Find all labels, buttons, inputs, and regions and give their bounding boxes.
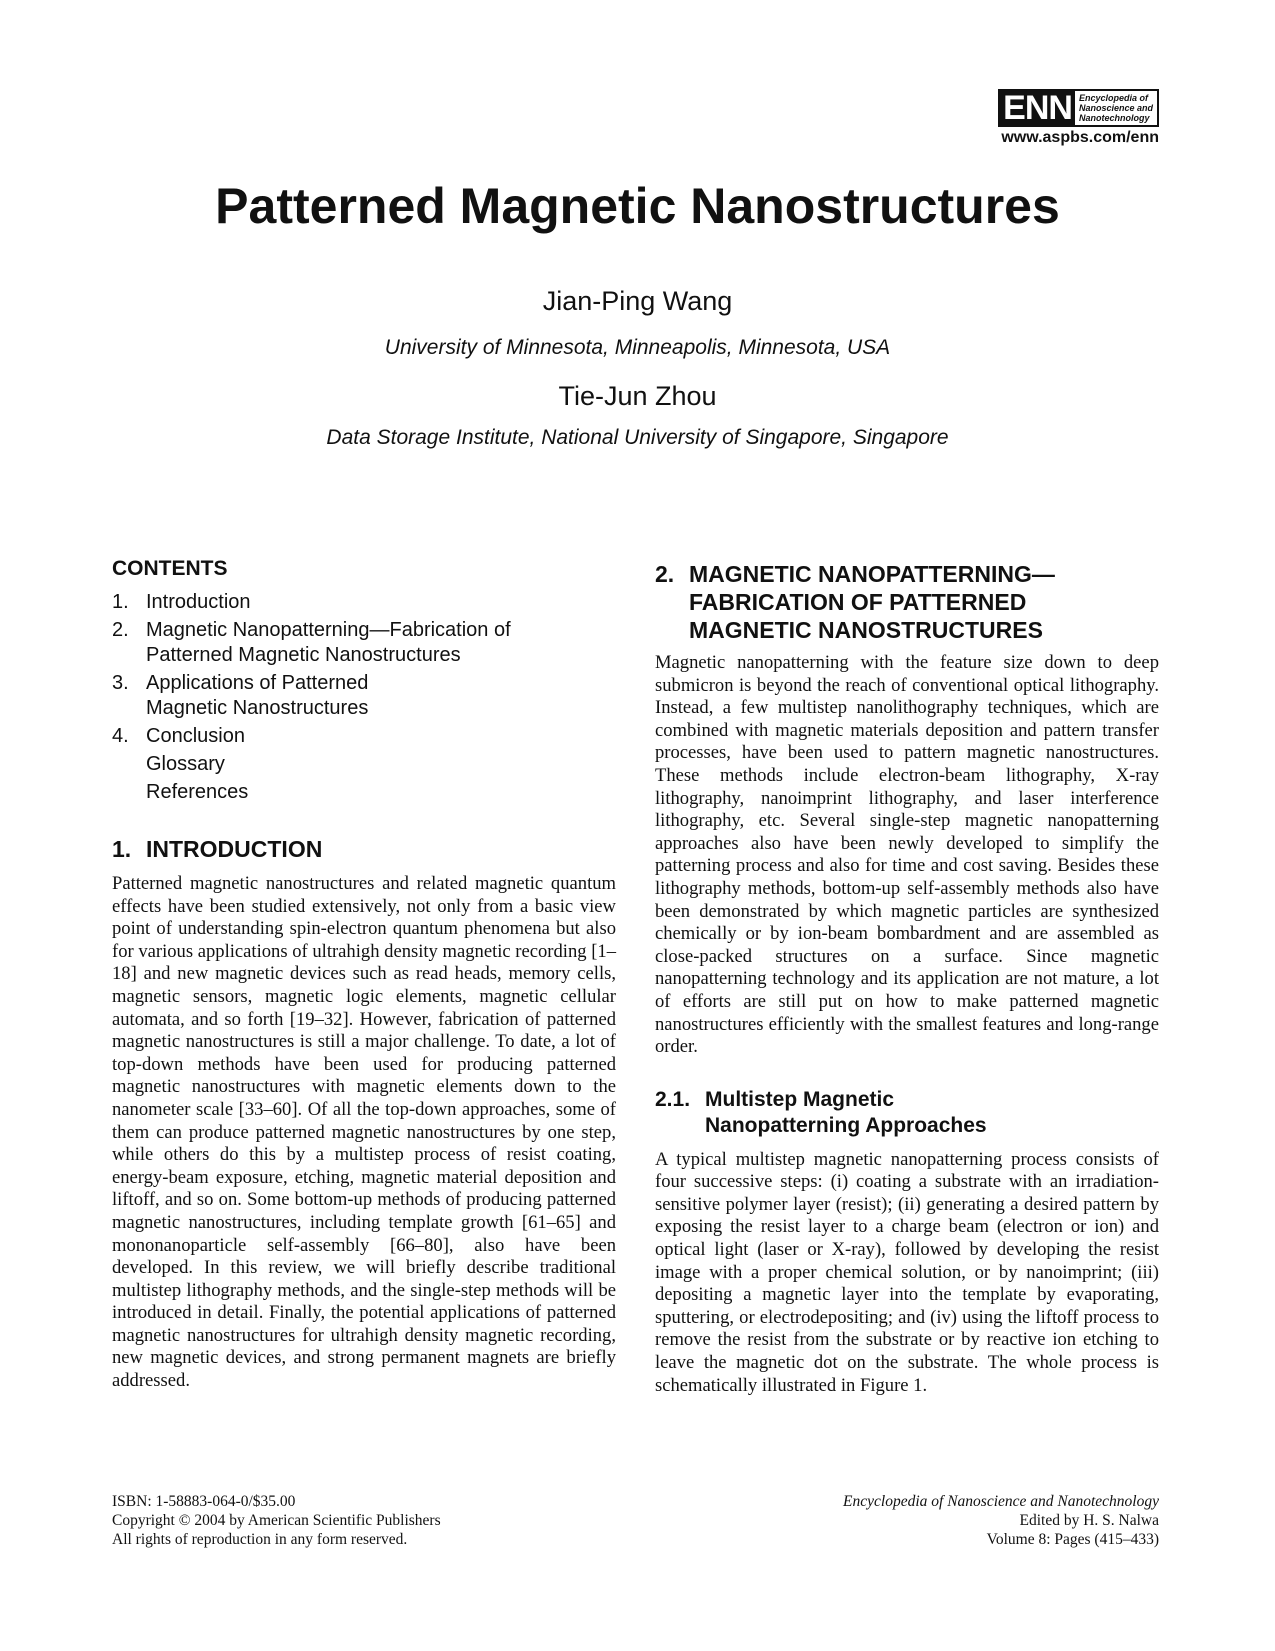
subsection-heading <box>655 1087 1159 1139</box>
article-title: Patterned Magnetic Nanostructures <box>215 178 1060 234</box>
left-column <box>112 556 616 1393</box>
section-body: Magnetic nanopatterning with the feature size down to deep submicron is beyond the reach of conventional optical lithography. Instead, a few multistep nanolithography techniques, which are combined with magnetic materials deposition and pattern transfer processes, have been used to pattern magnetic nanostructures. These methods include electron-beam lithography, X-ray lithography, nanoimprint lithography, and laser interference lithography, etc. Several single-step magnetic nanopatterning approaches also have been newly developed to simplify the patterning process and also for time and cost saving. Besides these lithography methods, bottom-up self-assembly methods also have been demonstrated by which magnetic particles are synthesized chemically or by ion-beam bombardment and are assembled as close-packed structures on a surface. Since magnetic nanopatterning technology and its application are not mature, a lot of efforts are still put on how to make patterned magnetic nanostructures efficiently with the smallest features and long-range order. <box>655 652 1159 1058</box>
logo-line: Encyclopedia of <box>1078 93 1148 103</box>
toc-number <box>112 780 146 805</box>
contents-heading: CONTENTS <box>112 557 228 580</box>
toc-number: 3. <box>112 672 129 694</box>
toc-number: 4. <box>112 725 129 747</box>
section-heading <box>655 560 1159 644</box>
author-name: Jian-Ping Wang <box>542 286 733 316</box>
author-affiliation: University of Minnesota, Minneapolis, Minnesota, USA <box>384 336 891 359</box>
copyright-line: Copyright © 2004 by American Scientific Publishers <box>112 1512 441 1529</box>
section-number: 1. <box>112 836 132 862</box>
toc-label: Applications of Patterned Magnetic Nanostructures <box>146 672 369 719</box>
footer-citation <box>843 1492 1159 1549</box>
encyclopedia-name: Encyclopedia of Nanoscience and Nanotechnology <box>843 1493 1159 1510</box>
subsection-title: Multistep Magnetic Nanopatterning Approaches <box>705 1087 987 1137</box>
toc-number <box>112 752 146 777</box>
toc-item[interactable] <box>112 671 616 721</box>
enn-logo <box>998 89 1159 127</box>
right-column <box>655 560 1159 1397</box>
toc-item[interactable] <box>112 780 616 805</box>
section-body: A typical multistep magnetic nanopatterning process consists of four successive steps: (i) coating a substrate with an irradiation-sensitive polymer layer (resist); (ii) generating a desired pattern by exposing the resist layer to a charge beam (electron or ion) and optical light (laser or X-ray), followed by developing the resist image with a proper chemical solution, or by nanoimprint; (iii) depositing a magnetic layer into the template by evaporating, sputtering, or electrodepositing; and (iv) using the liftoff process to remove the resist from the substrate or by reactive ion etching to leave the magnetic dot on the substrate. The whole process is schematically illustrated in Figure 1. <box>655 1148 1159 1396</box>
table-of-contents <box>112 590 616 805</box>
rights-line: All rights of reproduction in any form reserved. <box>112 1531 408 1548</box>
section-heading <box>112 835 616 863</box>
publisher-url[interactable]: www.aspbs.com/enn <box>1001 129 1159 146</box>
toc-label: Conclusion <box>146 725 245 747</box>
section-body: Patterned magnetic nanostructures and related magnetic quantum effects have been studied extensively, not only from a basic view point of understanding spin-electron quantum phenomena but also for various applications of ultrahigh density magnetic recording [1–18] and new magnetic devices such as read heads, memory cells, magnetic sensors, magnetic logic elements, magnetic cellular automata, and so forth [19–32]. However, fabrication of patterned magnetic nanostructures is still a major challenge. To date, a lot of top-down methods have been used for producing patterned magnetic nanostructures with magnetic elements down to the nanometer scale [33–60]. Of all the top-down approaches, some of them can produce patterned magnetic nanostructures by one step, while others do this by a multistep process of resist coating, energy-beam exposure, etching, magnetic material deposition and liftoff, and so on. Some bottom-up methods of producing patterned magnetic nanostructures, including template growth [61–65] and mononanoparticle self-assembly [66–80], also have been developed. In this review, we will briefly describe traditional multistep lithography methods, and the single-step methods will be introduced in detail. Finally, the potential applications of patterned magnetic nanostructures for ultrahigh density magnetic recording, new magnetic devices, and strong permanent magnets are briefly addressed. <box>112 873 616 1392</box>
toc-number: 1. <box>112 591 129 613</box>
toc-item[interactable] <box>112 618 616 668</box>
author-name: Tie-Jun Zhou <box>558 381 717 411</box>
section-title: INTRODUCTION <box>146 836 323 862</box>
toc-item[interactable] <box>112 590 616 615</box>
toc-label: Introduction <box>146 591 251 613</box>
toc-label: References <box>146 781 249 803</box>
logo-mark: ENN <box>1000 91 1075 125</box>
toc-label: Glossary <box>146 753 225 775</box>
section-number: 2. <box>655 561 675 587</box>
toc-item[interactable] <box>112 752 616 777</box>
logo-text <box>1075 91 1157 125</box>
author-affiliation: Data Storage Institute, National University of Singapore, Singapore <box>326 426 949 449</box>
volume-line: Volume 8: Pages (415–433) <box>986 1531 1159 1548</box>
isbn-line: ISBN: 1-58883-064-0/$35.00 <box>112 1493 296 1510</box>
subsection-number: 2.1. <box>655 1087 691 1111</box>
logo-line: Nanotechnology <box>1078 113 1150 123</box>
toc-item[interactable] <box>112 724 616 749</box>
toc-number: 2. <box>112 619 129 641</box>
editor-line: Edited by H. S. Nalwa <box>1019 1512 1159 1529</box>
toc-label: Magnetic Nanopatterning—Fabrication of Patterned Magnetic Nanostructures <box>146 619 511 666</box>
footer-copyright <box>112 1492 441 1549</box>
section-title: MAGNETIC NANOPATTERNING— FABRICATION OF PATTERNED MAGNETIC NANOSTRUCTURES <box>689 561 1055 643</box>
logo-line: Nanoscience and <box>1078 103 1153 113</box>
